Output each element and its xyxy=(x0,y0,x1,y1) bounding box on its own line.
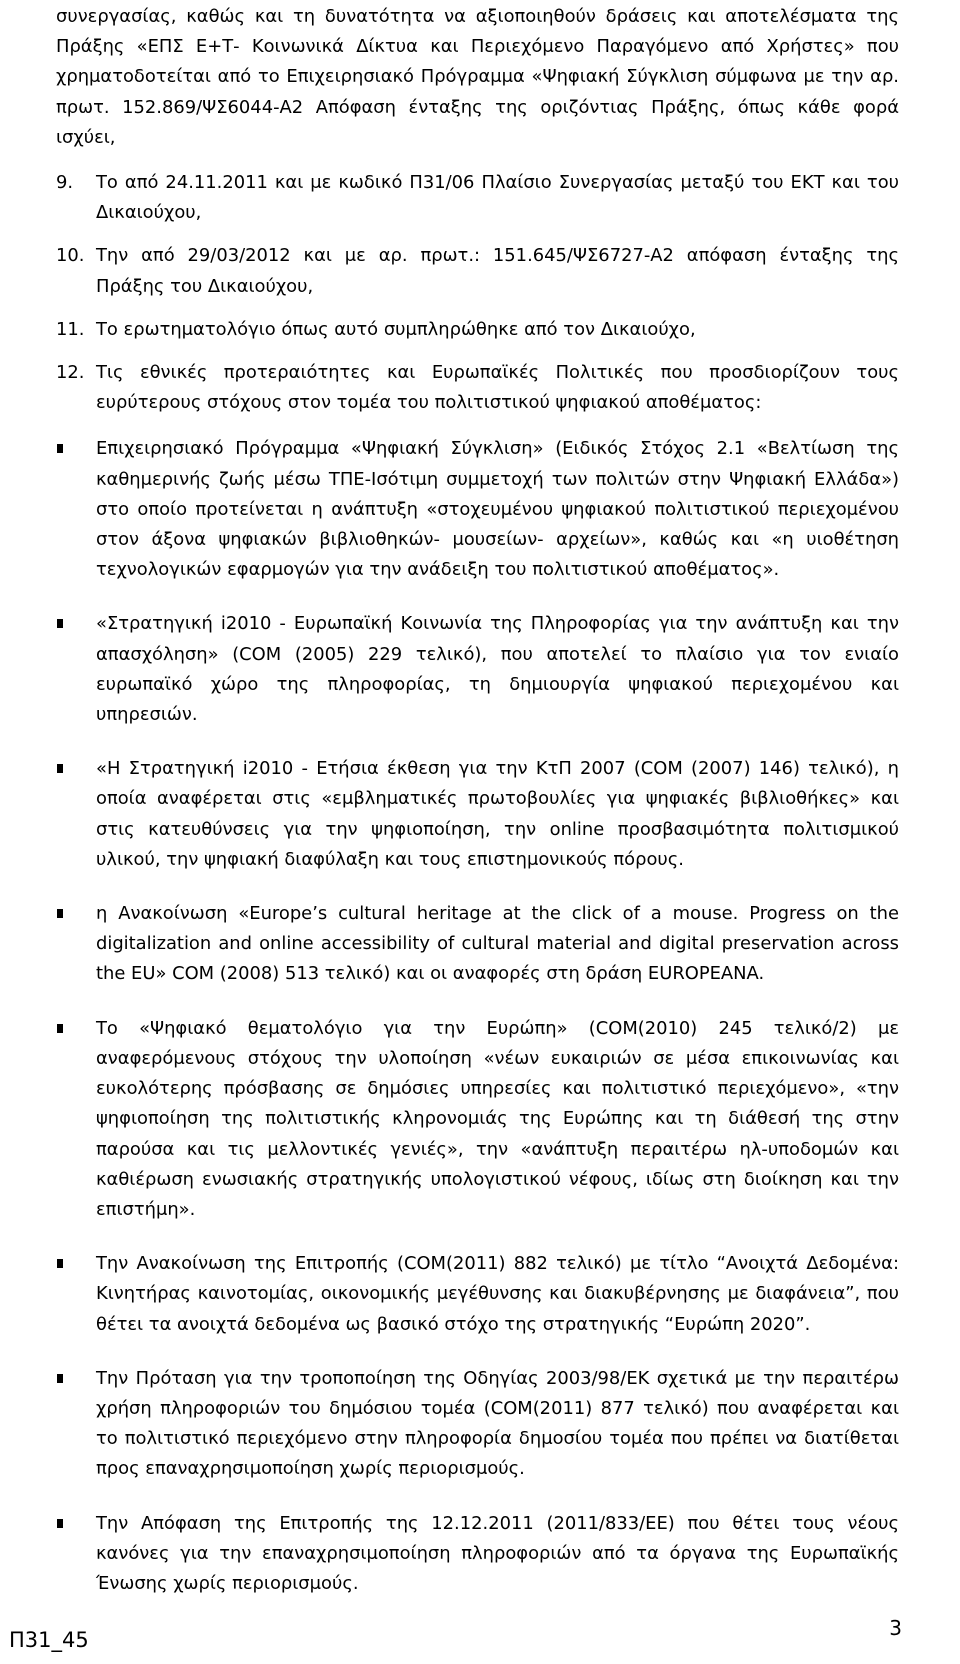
numbered-item xyxy=(56,358,899,418)
item-number: 10. xyxy=(56,245,85,267)
bullet-text: «Στρατηγική i2010 - Ευρωπαϊκή Κοινωνία της Πληροφορίας για την ανάπτυξη και την απασχόληση» (COM (2005) 229 τελικό), που αποτελεί το πλαίσιο για τον ενιαίο ευρωπαϊκό χώρο της πληροφορίας, τη δημιουργία ψηφιακού περιεχομένου και υπηρεσιών. xyxy=(96,613,899,726)
bullet-text: Το «Ψηφιακό θεματολόγιο για την Ευρώπη» (COM(2010) 245 τελικό/2) με αναφερόμενους στόχους την υλοποίηση «νέων ευκαιριών σε μέσα επικοινωνίας και ευκολότερης πρόσβασης σε δημόσιες υπηρεσίες και πολιτιστικό περιεχόμενο», «την ψηφιοποίηση της πολιτιστικής κληρονομιάς της Ευρώπης και τη διάθεσή της στην παρούσα και τις μελλοντικές γενιές», την «ανάπτυξη περαιτέρω ηλ-υποδομών και καθιέρωση ενωσιακής στρατηγικής υπολογιστικού νέφους, ιδίως στη διοίκηση και την επιστήμη». xyxy=(96,1017,899,1220)
square-bullet-icon xyxy=(57,1374,63,1383)
bullet-item xyxy=(56,609,899,730)
policy-bullet-list xyxy=(56,434,899,1599)
square-bullet-icon xyxy=(57,619,63,628)
square-bullet-icon xyxy=(57,764,63,773)
bullet-text: «Η Στρατηγική i2010 - Ετήσια έκθεση για την ΚτΠ 2007 (COM (2007) 146) τελικό), η οποία αναφέρεται στις «εμβληματικές πρωτοβουλίες για ψηφιακές βιβλιοθήκες» και στις κατευθύνσεις για την ψηφιοποίηση, την online προσβασιμότητα πολιτισμικού υλικού, την ψηφιακή διαφύλαξη και τους επιστημονικούς πόρους. xyxy=(96,758,899,870)
intro-paragraph: συνεργασίας, καθώς και τη δυνατότητα να αξιοποιηθούν δράσεις και αποτελέσματα της Πράξης «ΕΠΣ Ε+Τ- Κοινωνικά Δίκτυα και Περιεχόμενο Παραγόμενο από Χρήστες» που χρηματοδοτείται από το Επιχειρησιακό Πρόγραμμα «Ψηφιακή Σύγκλιση σύμφωνα με την αρ. πρωτ. 152.869/ΨΣ6044-Α2 Απόφαση ένταξης της οριζόντιας Πράξης, όπως κάθε φορά ισχύει, xyxy=(56,6,899,148)
bullet-text: Την Απόφαση της Επιτροπής της 12.12.2011 (2011/833/ΕΕ) που θέτει τους νέους κανόνες για την επαναχρησιμοποίηση πληροφοριών από τα όργανα της Ευρωπαϊκής Ένωσης χωρίς περιορισμούς. xyxy=(96,1512,899,1594)
square-bullet-icon xyxy=(57,1259,63,1268)
bullet-item xyxy=(56,1014,899,1225)
square-bullet-icon xyxy=(57,444,63,453)
document-code: Π31_45 xyxy=(9,1628,89,1652)
item-text: Το ερωτηματολόγιο όπως αυτό συμπληρώθηκε από τον Δικαιούχο, xyxy=(96,318,696,340)
square-bullet-icon xyxy=(57,1519,63,1528)
numbered-item xyxy=(56,315,899,345)
item-text: Την από 29/03/2012 και με αρ. πρωτ.: 151.645/ΨΣ6727-Α2 απόφαση ένταξης της Πράξης του Δικαιούχου, xyxy=(96,245,899,297)
bullet-item xyxy=(56,1364,899,1485)
item-number: 11. xyxy=(56,318,85,340)
bullet-item xyxy=(56,754,899,875)
square-bullet-icon xyxy=(57,1024,63,1033)
square-bullet-icon xyxy=(57,909,63,918)
bullet-text: Επιχειρησιακό Πρόγραμμα «Ψηφιακή Σύγκλιση» (Ειδικός Στόχος 2.1 «Βελτίωση της καθημερινής ζωής μέσω ΤΠΕ-Ισότιμη συμμετοχή των πολιτών στην Ψηφιακή Ελλάδα») στο οποίο προτείνεται η ανάπτυξη «στοχευμένου ψηφιακού πολιτιστικού περιεχομένου στον άξονα ψηφιακών βιβλιοθηκών- μουσείων- αρχείων», καθώς και «η υιοθέτηση τεχνολογικών εφαρμογών για την ανάδειξη του πολιτιστικού αποθέματος». xyxy=(96,438,899,581)
document-body xyxy=(56,0,899,1623)
numbered-item xyxy=(56,241,899,301)
bullet-item xyxy=(56,434,899,585)
bullet-text: Την Ανακοίνωση της Επιτροπής (COM(2011) 882 τελικό) με τίτλο “Ανοιχτά Δεδομένα: Κινητήρας καινοτομίας, οικονομικής μεγέθυνσης και διακυβέρνησης με διαφάνεια”, που θέτει τα ανοιχτά δεδομένα ως βασικό στόχο της στρατηγικής “Ευρώπη 2020”. xyxy=(96,1253,899,1335)
bullet-item xyxy=(56,1509,899,1600)
page-number: 3 xyxy=(889,1616,902,1640)
item-text: Τις εθνικές προτεραιότητες και Ευρωπαϊκές Πολιτικές που προσδιορίζουν τους ευρύτερους στόχους στον τομέα του πολιτιστικού ψηφιακού αποθέματος: xyxy=(96,362,899,414)
bullet-text: η Ανακοίνωση «Europe’s cultural heritage at the click of a mouse. Progress on the digitalization and online accessibility of cultural material and digital preservation across the EU» COM (2008) 513 τελικό) και οι αναφορές στη δράση EUROPEANA. xyxy=(96,903,899,985)
bullet-item xyxy=(56,899,899,990)
bullet-text: Την Πρόταση για την τροποποίηση της Οδηγίας 2003/98/ΕΚ σχετικά με την περαιτέρω χρήση πληροφοριών του δημόσιου τομέα (COM(2011) 877 τελικό) που αναφέρεται και το πολιτιστικό περιεχόμενο στην πληροφορία δημοσίου τομέα που πρέπει να διατίθεται προς επαναχρησιμοποίηση χωρίς περιορισμούς. xyxy=(96,1367,899,1480)
item-number: 12. xyxy=(56,362,85,384)
bullet-item xyxy=(56,1249,899,1340)
item-number: 9. xyxy=(56,172,74,194)
numbered-item xyxy=(56,168,899,228)
item-text: Το από 24.11.2011 και με κωδικό Π31/06 Πλαίσιο Συνεργασίας μεταξύ του ΕΚΤ και του Δικαιούχου, xyxy=(96,172,899,224)
